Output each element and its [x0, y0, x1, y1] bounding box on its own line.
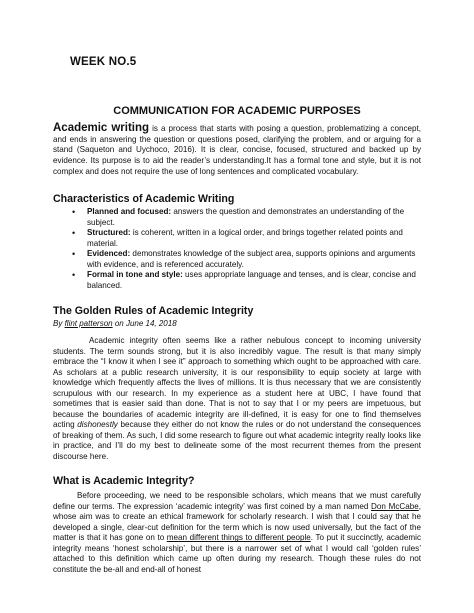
paragraph-text: Before proceeding, we need to be responsible scholars, which means that we must carefully define our terms. The expression ‘academic integrity’ was first coined by a man named: [53, 491, 421, 511]
intro-text: is a process that starts with posing a question, problematizing a concept, and ends in answering the question or questions posed, clarifying the problem, and or arguing for a stand (Saqueton and Uychoco, 2016). It is clear, concise, focused, structured and backed up by evidence. Its purpose is to aid the reader’s understanding.It has a formal tone and style, but it is not complex and does not require the use of long sentences and complicated vocabulary.: [53, 124, 421, 176]
week-label: WEEK NO.5: [70, 56, 137, 68]
different-things-link[interactable]: mean different things to different people: [166, 533, 311, 543]
paragraph-text: . To put it succinctly, academic integrity means ‘honest scholarship’, but there is a narrower set of what I would call ‘golden rules’ attached to this definition which came up often during my research. Though these rules do not constitute the be-all and end-all of honest: [53, 533, 421, 574]
list-item-term: Structured:: [87, 228, 131, 237]
author-link[interactable]: flint patterson: [64, 319, 113, 328]
characteristics-heading: Characteristics of Academic Writing: [53, 193, 235, 205]
list-item: [53, 249, 421, 270]
bullet-icon: •: [72, 207, 76, 217]
list-item-desc: demonstrates knowledge of the subject area, supports opinions and arguments with evidence, and is referenced accurately.: [87, 249, 416, 269]
list-item: [53, 228, 421, 249]
characteristics-list: [53, 207, 421, 291]
list-item-term: Formal in tone and style:: [87, 270, 183, 279]
intro-lead-term: Academic writing: [53, 122, 150, 134]
list-item-term: Planned and focused:: [87, 207, 172, 216]
byline: [53, 319, 177, 328]
what-is-paragraph: [53, 491, 421, 575]
list-item-desc: answers the question and demonstrates an understanding of the subject.: [87, 207, 405, 227]
list-item: [53, 207, 421, 228]
list-item-term: Evidenced:: [87, 249, 131, 258]
intro-paragraph: [53, 123, 421, 178]
bullet-icon: •: [72, 270, 76, 280]
list-item-desc: uses appropriate language and tenses, and is clear, concise and balanced.: [87, 270, 416, 290]
list-item-desc: is coherent, written in a logical order, and brings together related points and material.: [87, 228, 403, 248]
emphasis-text: dishonestly: [77, 420, 118, 430]
byline-prefix: By: [53, 319, 65, 328]
paragraph-text: because they either do not know the rules or do not understand the consequences of breaking of them. As such, I did some research to figure out what academic integrity really looks like in practice, and I’ll do my best to delineate some of the most recurrent themes from the present discourse here.: [53, 420, 421, 462]
page-title: COMMUNICATION FOR ACADEMIC PURPOSES: [113, 105, 361, 117]
golden-rules-heading: The Golden Rules of Academic Integrity: [53, 305, 254, 317]
bullet-icon: •: [72, 228, 76, 238]
paragraph-text: , whose aim was to create an ethical framework for scholarly research. I wish that I could say that he developed a single, clear-cut definition for the term which is now used universally, but the fact of the matter is that it has gone on to: [53, 501, 421, 543]
list-item: [53, 270, 421, 291]
golden-rules-paragraph: [53, 336, 421, 463]
byline-date: on June 14, 2018: [112, 319, 177, 328]
paragraph-text: Academic integrity often seems like a rather nebulous concept to incoming university students. The term sounds strong, but it is also incredibly vague. The result is that many simply embrace the “I know it when I see it” approach to something which ought to be approached with care. As scholars at a public research university, it is our responsibility to equip society at large with knowledge which frequently affects the lives of millions. It is thus necessary that we are consistently scrupulous with our research. In my experience as a student here at UBC, I have found that sometimes that is easier said than done. That is not to say that I or my peers are impetuous, but because the boundaries of academic integrity are ill-defined, it is easy for one to find themselves acting: [53, 336, 421, 430]
mccabe-link[interactable]: Don McCabe: [371, 501, 419, 511]
bullet-icon: •: [72, 249, 76, 259]
what-is-heading: What is Academic Integrity?: [53, 475, 195, 487]
